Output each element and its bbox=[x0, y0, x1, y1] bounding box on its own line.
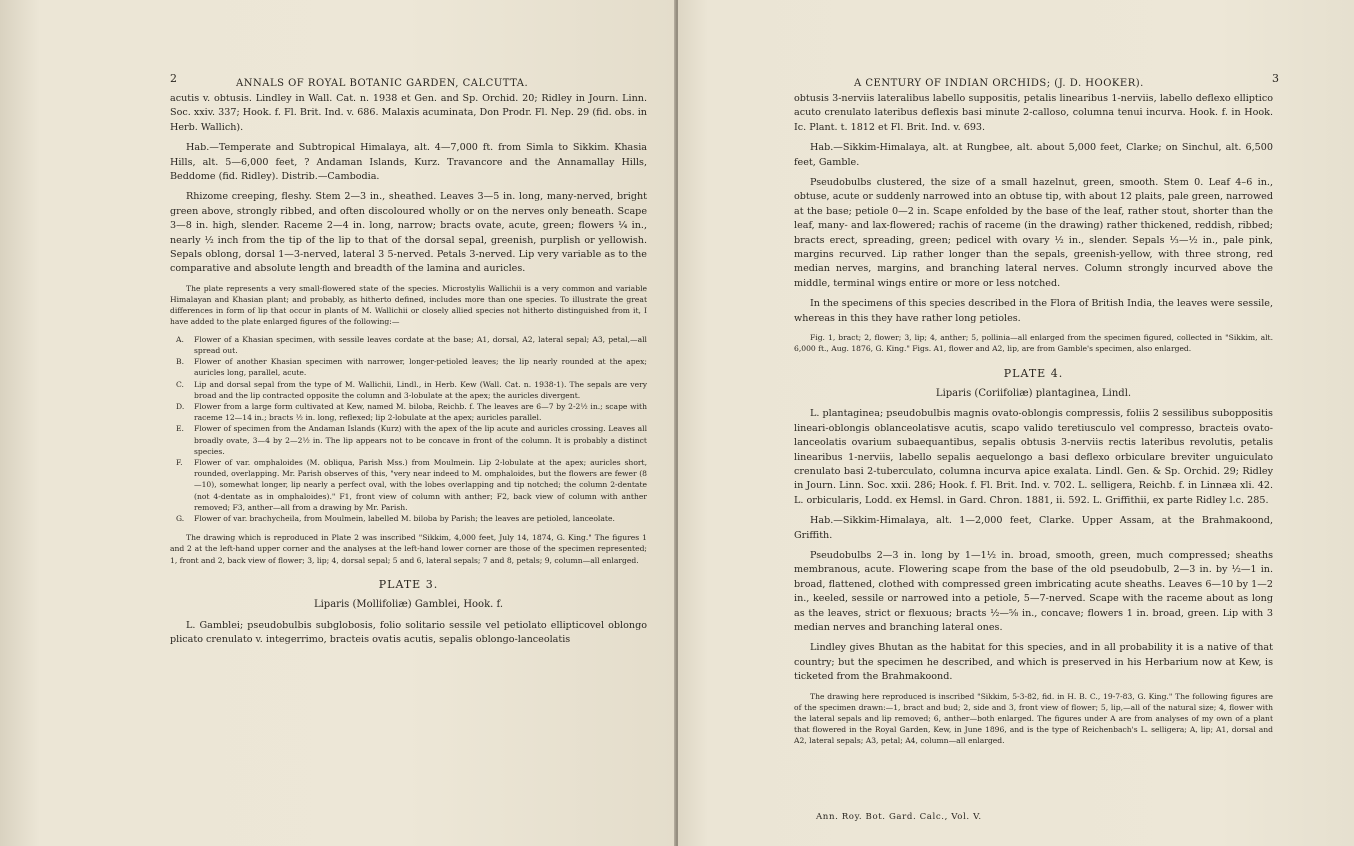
page-number: 3 bbox=[1272, 72, 1279, 85]
plate-title: PLATE 3. bbox=[378, 577, 439, 591]
paragraph: Lindley gives Bhutan as the habitat for this species, and in all probability it is a native of that country; but the specimen he described, and which is preserved in his Herbarium now at Kew, is ticketed from the Brahmakoond. bbox=[794, 642, 1273, 683]
figure-item: A. Flower of a Khasian specimen, with sessile leaves cordate at the base; A1, dorsal, A2, lateral sepal; A3, petal,—all spread out. bbox=[176, 334, 647, 355]
paragraph: The plate represents a very small-flowered state of the species. Microstylis Wallichii is a very common and variable Himalayan and Khasian plant; and probably, as hitherto defined, includes more than one species. To illustrate the great differences in form of lip that occur in plants of M. Wallichii or closely allied species not hitherto distinguished from it, I have added to the plate enlarged figures of the following:— bbox=[170, 283, 647, 327]
figure-item: E. Flower of specimen from the Andaman Islands (Kurz) with the apex of the lip acute and auricles crossing. Leaves all broadly ovate, 3—4 by 2—2½ in. The lip appears not to be concave in front of the column. It is probably a distinct species. bbox=[176, 424, 647, 456]
left-page bbox=[0, 0, 676, 846]
page-number: 2 bbox=[170, 72, 177, 85]
journal-footer: Ann. Roy. Bot. Gard. Calc., Vol. V. bbox=[816, 812, 982, 822]
left-content bbox=[170, 92, 647, 653]
figure-item: C. Lip and dorsal sepal from the type of M. Wallichii, Lindl., in Herb. Kew (Wall. Cat. n. 1938-1). The sepals are very broad and the lip contracted opposite the column and 3-lobulate at the apex; the auricles divergent. bbox=[176, 379, 647, 400]
plate-title: PLATE 4. bbox=[1003, 366, 1064, 380]
drawing-note: The drawing which is reproduced in Plate 2 was inscribed "Sikkim, 4,000 feet, July 14, 1874, G. King." The figures 1 and 2 at the left-hand upper corner and the analyses at the left-hand lower corner are those of the specimen represented; 1, front and 2, back view of flower; 3, lip; 4, dorsal sepal; 5 and 6, lateral sepals; 7 and 8, petals; 9, column—all enlarged. bbox=[170, 533, 647, 565]
paragraph: In the specimens of this species described in the Flora of British India, the leaves were sessile, whereas in this they have rather long petioles. bbox=[794, 298, 1273, 324]
paragraph: L. Gamblei; pseudobulbis subglobosis, folio solitario sessile vel petiolato ellipticovel oblongo plicato crenulato v. integerrimo, bracteis ovatis acutis, sepalis oblongo-lanceolatis bbox=[170, 619, 647, 645]
plate-subtitle: Liparis (Coriifoliæ) plantaginea, Lindl. bbox=[935, 387, 1132, 399]
drawing-note: The drawing here reproduced is inscribed "Sikkim, 5-3-82, fid. in H. B. C., 19-7-83, G. King." The following figures are of the specimen drawn:—1, bract and bud; 2, side and 3, front view of flower; 5, lip,—all of the natural size; 4, flower with the lateral sepals and lip removed; 6, anther—both enlarged. The figures under A are from analyses of my own of a plant that flowered in the Royal Garden, Kew, in June 1896, and is the type of Reichenbach's L. selligera; A, lip; A1, dorsal and A2, lateral sepals; A3, petal; A4, column—all enlarged. bbox=[794, 691, 1273, 746]
paragraph: Pseudobulbs 2—3 in. long by 1—1½ in. broad, smooth, green, much compressed; sheaths membranous, acute. Flowering scape from the base of the old pseudobulb, 2—3 in. by ½—1 in. broad, flattened, clothed with compressed green imbricating acute sheaths. Leaves 6—10 by 1—2 in., keeled, sessile or narrowed into a petiole, 5—7-nerved. Scape with the raceme about as long as the leaves, strict or flexuous; bracts ½—⅝ in., concave; flowers 1 in. broad, green. Lip with 3 median nerves and branching lateral ones. bbox=[794, 549, 1273, 633]
paragraph: Pseudobulbs clustered, the size of a small hazelnut, green, smooth. Stem 0. Leaf 4–6 in., obtuse, acute or suddenly narrowed into an obtuse tip, with about 12 plaits, pale green, narrowed at the base; petiole 0—2 in. Scape enfolded by the base of the leaf, rather stout, shorter than the leaf, many- and lax-flowered; rachis of raceme (in the drawing) rather thickened, reddish, ribbed; bracts erect, spreading, green; pedicel with ovary ½ in., slender. Sepals ⅓—½ in., pale pink, margins recurved. Lip rather longer than the sepals, greenish-yellow, with three strong, red median nerves, margins, and branching lateral nerves. Column strongly incurved above the middle, terminal wings entire or more or less notched. bbox=[794, 177, 1273, 289]
habitat-paragraph: Hab.—Temperate and Subtropical Himalaya, alt. 4—7,000 ft. from Simla to Sikkim. Khasia Hills, alt. 5—6,000 feet, ? Andaman Islands, Kurz. Travancore and the Annamallay Hills, Beddome (fid. Ridley). Distrib.—Cambodia. bbox=[170, 142, 647, 183]
paragraph: acutis v. obtusis. Lindley in Wall. Cat. n. 1938 et Gen. and Sp. Orchid. 20; Ridley in Journ. Linn. Soc. xxiv. 337; Hook. f. Fl. Brit. Ind. v. 686. Malaxis acuminata, Don Prodr. Fl. Nep. 29 (fid. obs. in Herb. Wallich). bbox=[170, 93, 647, 133]
right-page bbox=[678, 0, 1354, 846]
plate-subtitle: Liparis (Mollifoliæ) Gamblei, Hook. f. bbox=[313, 599, 504, 611]
paragraph: Rhizome creeping, fleshy. Stem 2—3 in., sheathed. Leaves 3—5 in. long, many-nerved, bright green above, strongly ribbed, and often discoloured wholly or on the nerves only beneath. Scape 3—8 in. high, slender. Raceme 2—4 in. long, narrow; bracts ovate, acute, green; flowers ¼ in., nearly ½ inch from the tip of the lip to that of the dorsal sepal, greenish, purplish or yellowish. Sepals oblong, dorsal 1—3-nerved, lateral 3 5-nerved. Petals 3-nerved. Lip very variable as to the comparative and absolute length and breadth of the lamina and auricles. bbox=[170, 191, 647, 275]
running-head: A CENTURY OF INDIAN ORCHIDS; (J. D. HOOKER). bbox=[854, 78, 1144, 89]
paragraph: obtusis 3-nerviis lateralibus labello suppositis, petalis linearibus 1-nerviis, labello deflexo elliptico acuto crenulato lateribus deflexis basi minute 2-calloso, columna tenui incurva. Hook. f. in Hook. Ic. Plant. t. 1812 et Fl. Brit. Ind. v. 693. bbox=[794, 93, 1273, 133]
habitat-paragraph: Hab.—Sikkim-Himalaya, alt. at Rungbee, alt. about 5,000 feet, Clarke; on Sinchul, alt. 6,500 feet, Gamble. bbox=[794, 142, 1273, 168]
figure-list bbox=[170, 334, 647, 524]
habitat-paragraph: Hab.—Sikkim-Himalaya, alt. 1—2,000 feet, Clarke. Upper Assam, at the Brahmakoond, Griffith. bbox=[794, 515, 1273, 541]
figure-item: F. Flower of var. omphaloides (M. obliqua, Parish Mss.) from Moulmein. Lip 2-lobulate at the apex; auricles short, rounded, overlapping. Mr. Parish observes of this, "very near indeed to M. omphaloides, but the flowers are fewer (8—10), somewhat longer, lip nearly a perfect oval, with the lobes overlapping and tip notched; the column 2-dentate (not 4-dentate as in omphaloides)." F1, front view of column with anther; F2, back view of column with anther removed; F3, anther—all from a drawing by Mr. Parish. bbox=[176, 457, 647, 512]
running-head: ANNALS OF ROYAL BOTANIC GARDEN, CALCUTTA. bbox=[236, 78, 529, 89]
right-content bbox=[794, 92, 1273, 753]
figure-note: Fig. 1, bract; 2, flower; 3, lip; 4, anther; 5, pollinia—all enlarged from the specimen figured, collected in "Sikkim, alt. 6,000 ft., Aug. 1876, G. King." Figs. A1, flower and A2, lip, are from Gamble's specimen, also enlarged. bbox=[794, 333, 1273, 354]
figure-item: D. Flower from a large form cultivated at Kew, named M. biloba, Reichb. f. The leaves are 6—7 by 2-2½ in.; scape with raceme 12—14 in.; bracts ½ in. long, reflexed; lip 2-lobulate at the apex; auricles parallel. bbox=[176, 401, 647, 423]
paragraph: L. plantaginea; pseudobulbis magnis ovato-oblongis compressis, foliis 2 sessilibus suboppositis lineari-oblongis oblanceolatisve acutis, scapo valido teretiusculo vel compresso, bracteis ovato-lanceolatis ovarium subaequantibus, sepalis obtusis 3-nerviis rectis lateribus revolutis, petalis linearibus 1-nerviis, labello sepalis aequelongo a basi deflexo orbiculare breviter unguiculato crenulato basi 2-tuberculato, columna incurva apice exalata. Lindl. Gen. & Sp. Orchid. 29; Ridley in Journ. Linn. Soc. xxii. 286; Hook. f. Fl. Brit. Ind. v. 702. L. selligera, Reichb. f. in Linnæa xli. 42. L. orbicularis, Lodd. ex Hemsl. in Gard. Chron. 1881, ii. 592. L. Griffithii, ex parte Ridley l.c. 285. bbox=[794, 408, 1273, 506]
figure-item: G. Flower of var. brachycheila, from Moulmein, labelled M. biloba by Parish; the leaves are petioled, lanceolate. bbox=[176, 513, 615, 523]
figure-item: B. Flower of another Khasian specimen with narrower, longer-petioled leaves; the lip nearly rounded at the apex; auricles long, parallel, acute. bbox=[176, 357, 647, 378]
